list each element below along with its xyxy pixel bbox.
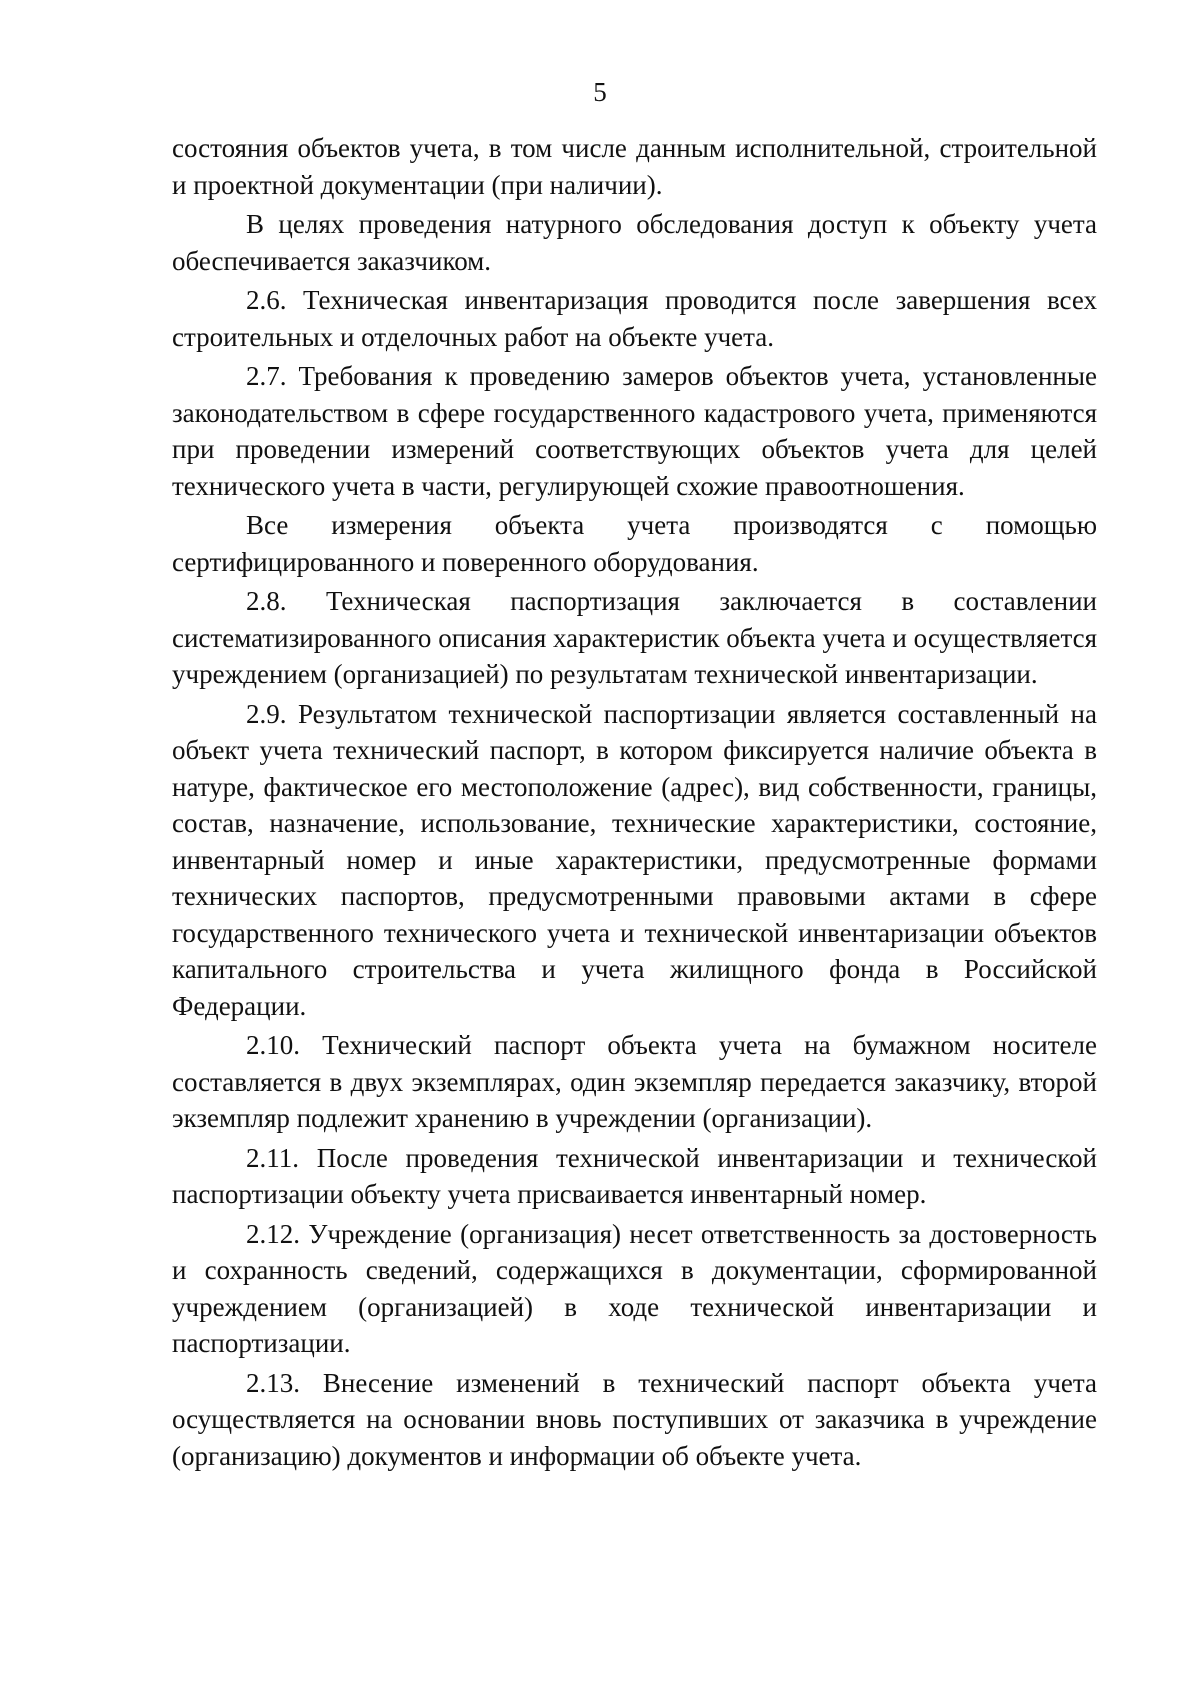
paragraph-2-9: 2.9. Результатом технической паспортизации является составленный на объект учета технический паспорт, в котором фиксируется наличие объекта в натуре, фактическое его местоположение (адрес), вид собственности, границы, состав, назначение, использование, технические характеристики, состояние, инвентарный номер и иные характеристики, предусмотренные формами технических паспортов, предусмотренными правовыми актами в сфере государственного технического учета и технической инвентаризации объектов капитального строительства и учета жилищного фонда в Российской Федерации. [172,698,1097,1021]
paragraph-2-12: 2.12. Учреждение (организация) несет ответственность за достоверность и сохранность сведений, содержащихся в документации, сформированной учреждением (организацией) в ходе технической инвентаризации и паспортизации. [172,1218,1097,1358]
paragraph-2-7: 2.7. Требования к проведению замеров объектов учета, установленные законодательством в сфере государственного кадастрового учета, применяются при проведении измерений соответствующих объектов учета для целей технического учета в части, регулирующей схожие правоотношения. [172,361,1097,501]
document-body [172,130,1097,1477]
paragraph-2-10: 2.10. Технический паспорт объекта учета на бумажном носителе составляется в двух экземплярах, один экземпляр передается заказчику, второй экземпляр подлежит хранению в учреждении (организации). [172,1030,1097,1133]
paragraph-measurements: Все измерения объекта учета производятся с помощью сертифицированного и поверенного оборудования. [172,510,1097,577]
paragraph-2-6: 2.6. Техническая инвентаризация проводится после завершения всех строительных и отделочных работ на объекте учета. [172,285,1097,352]
paragraph-2-11: 2.11. После проведения технической инвентаризации и технической паспортизации объекту учета присваивается инвентарный номер. [172,1142,1097,1209]
page-number: 5 [593,77,607,107]
paragraph-continuation: состояния объектов учета, в том числе данным исполнительной, строительной и проектной документации (при наличии). [172,133,1097,200]
paragraph-2-13: 2.13. Внесение изменений в технический паспорт объекта учета осуществляется на основании вновь поступивших от заказчика в учреждение (организацию) документов и информации об объекте учета. [172,1367,1097,1471]
paragraph-site-access: В целях проведения натурного обследования доступ к объекту учета обеспечивается заказчиком. [172,209,1097,276]
paragraph-2-8: 2.8. Техническая паспортизация заключается в составлении систематизированного описания характеристик объекта учета и осуществляется учреждением (организацией) по результатам технической инвентаризации. [172,586,1097,689]
